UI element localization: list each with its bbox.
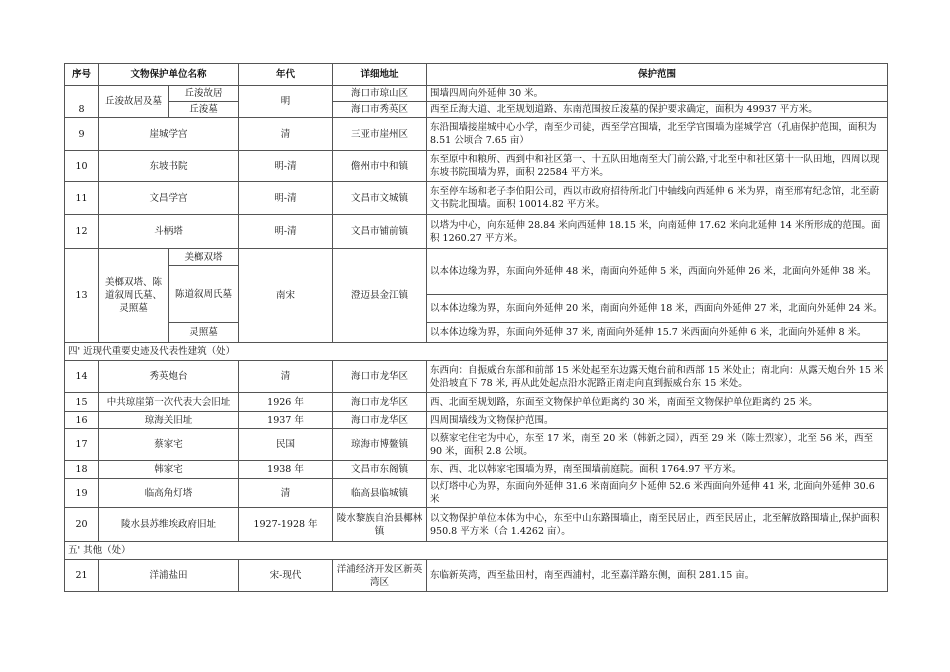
table-row bbox=[65, 86, 888, 102]
row-era: 南宋 bbox=[239, 249, 333, 343]
row-seq: 9 bbox=[65, 118, 99, 151]
row-address: 陵水黎族自治县椰林镇 bbox=[333, 508, 427, 542]
row-seq: 20 bbox=[65, 508, 99, 542]
row-seq: 19 bbox=[65, 479, 99, 508]
row-era: 1927-1928 年 bbox=[239, 508, 333, 542]
table-row bbox=[65, 479, 888, 508]
row-sub-name: 灵照墓 bbox=[169, 323, 239, 343]
row-seq: 13 bbox=[65, 249, 99, 343]
row-seq: 14 bbox=[65, 361, 99, 393]
table-row bbox=[65, 102, 888, 118]
table-row bbox=[65, 429, 888, 461]
row-seq: 16 bbox=[65, 412, 99, 429]
row-era: 民国 bbox=[239, 429, 333, 461]
table-row bbox=[65, 393, 888, 412]
header-era: 年代 bbox=[239, 64, 333, 86]
table-row bbox=[65, 249, 888, 266]
row-scope: 以本体边缘为界，东面向外延伸 48 米，南面向外延伸 5 米，西面向外延伸 26 米，北面向外延伸 38 米。 bbox=[427, 249, 888, 295]
row-sub-name: 美榔双塔 bbox=[169, 249, 239, 266]
row-scope: 东、西、北以韩家宅围墙为界，南至围墙前庭院。面积 1764.97 平方米。 bbox=[427, 461, 888, 479]
row-scope: 东临新英湾，西至盐田村，南至西浦村，北至嘉洋路东侧，面积 281.15 亩。 bbox=[427, 560, 888, 592]
table-row bbox=[65, 560, 888, 592]
header-scope: 保护范围 bbox=[427, 64, 888, 86]
row-scope: 东西向：自振威台东部和前部 15 米处起至东边露天炮台前和西部 15 米处止；南北向：从露天炮台外 15 米处沿坡直下 78 米, 再从此处起点沿水泥路正南走向直到振威台东 15 米处。 bbox=[427, 361, 888, 393]
row-era: 明 bbox=[239, 86, 333, 118]
row-address: 文昌市东阁镇 bbox=[333, 461, 427, 479]
row-address: 三亚市崖州区 bbox=[333, 118, 427, 151]
row-scope: 东至原中和粮所、西到中和社区第一、十五队田地南至大门前公路,寸北至中和社区第十一队田地，四周以现东坡书院围墙为界，面积 22584 平方米。 bbox=[427, 151, 888, 182]
row-name: 文昌学宫 bbox=[99, 182, 239, 215]
row-scope: 西至丘海大道、北至规划道路、东南范围按丘浚墓的保护要求确定，面积为 49937 平方米。 bbox=[427, 102, 888, 118]
row-sub-name: 丘浚墓 bbox=[169, 102, 239, 118]
row-name: 东坡书院 bbox=[99, 151, 239, 182]
row-address: 海口市琼山区 bbox=[333, 86, 427, 102]
table-row bbox=[65, 323, 888, 343]
row-name: 临高角灯塔 bbox=[99, 479, 239, 508]
row-seq: 17 bbox=[65, 429, 99, 461]
row-scope: 以蔡家宅住宅为中心，东至 17 米，南至 20 米（韩新之园），西至 29 米（陈士烈家），北至 56 米，西至 90 米，面积 2.8 公顷。 bbox=[427, 429, 888, 461]
row-address: 儋州市中和镇 bbox=[333, 151, 427, 182]
row-seq: 12 bbox=[65, 215, 99, 249]
row-scope: 围墙四周向外延伸 30 米。 bbox=[427, 86, 888, 102]
row-address: 澄迈县金江镇 bbox=[333, 249, 427, 343]
row-name: 斗柄塔 bbox=[99, 215, 239, 249]
table-row bbox=[65, 182, 888, 215]
section-title: 四' 近现代重要史迹及代表性建筑（处） bbox=[65, 343, 888, 361]
table-header-row bbox=[65, 64, 888, 86]
row-name: 陵水县苏维埃政府旧址 bbox=[99, 508, 239, 542]
row-era: 明-清 bbox=[239, 182, 333, 215]
row-era: 明-清 bbox=[239, 215, 333, 249]
row-name: 琼海关旧址 bbox=[99, 412, 239, 429]
table-row bbox=[65, 215, 888, 249]
row-seq: 8 bbox=[65, 86, 99, 118]
row-name: 秀英炮台 bbox=[99, 361, 239, 393]
row-group-name: 美榔双塔、陈道叙周氏墓、灵照墓 bbox=[99, 249, 169, 343]
row-sub-name: 丘浚故居 bbox=[169, 86, 239, 102]
row-address: 洋浦经济开发区新英湾区 bbox=[333, 560, 427, 592]
section-row bbox=[65, 542, 888, 560]
row-name: 中共琼崖第一次代表大会旧址 bbox=[99, 393, 239, 412]
row-scope: 东沿围墙接崖城中心小学，南至少司徒，西至学宫围墙，北至学官围墙为崖城学宫（孔庙保护范围，面积为 8.51 公顷合 7.65 亩） bbox=[427, 118, 888, 151]
row-scope: 东至停车场和老子李伯阳公司，西以市政府招待所北门中轴线向西延伸 6 米为界，南至邢宥纪念馆，北至蔚文书院北围墙。面积 10014.82 平方米。 bbox=[427, 182, 888, 215]
row-address: 海口市龙华区 bbox=[333, 361, 427, 393]
row-name: 蔡家宅 bbox=[99, 429, 239, 461]
row-era: 宋-现代 bbox=[239, 560, 333, 592]
row-name: 韩家宅 bbox=[99, 461, 239, 479]
section-title: 五' 其他（处） bbox=[65, 542, 888, 560]
row-seq: 10 bbox=[65, 151, 99, 182]
row-address: 海口市龙华区 bbox=[333, 412, 427, 429]
row-era: 1938 年 bbox=[239, 461, 333, 479]
row-seq: 18 bbox=[65, 461, 99, 479]
row-name: 崖城学宫 bbox=[99, 118, 239, 151]
row-scope: 以本体边缘为界，东面向外延伸 20 米，南面向外延伸 18 米，西面向外延伸 27 米，北面向外延伸 24 米。 bbox=[427, 295, 888, 323]
row-scope: 以本体边缘为界，东面向外延伸 37 米, 南面向外延伸 15.7 米西面向外延伸 6 米，北面向外延伸 8 米。 bbox=[427, 323, 888, 343]
heritage-protection-table bbox=[64, 63, 888, 592]
row-scope: 四周围墙线为文物保护范围。 bbox=[427, 412, 888, 429]
row-scope: 西、北面至规划路，东面至文物保护单位距离约 30 米，南面至文物保护单位距离约 25 米。 bbox=[427, 393, 888, 412]
row-address: 海口市秀英区 bbox=[333, 102, 427, 118]
section-row bbox=[65, 343, 888, 361]
table-row bbox=[65, 461, 888, 479]
row-era: 明-清 bbox=[239, 151, 333, 182]
row-seq: 15 bbox=[65, 393, 99, 412]
row-scope: 以灯塔中心为界，东面向外延伸 31.6 米南面向夕卜延伸 52.6 米西面向外延伸 41 米, 北面向外延伸 30.6 米 bbox=[427, 479, 888, 508]
row-scope: 以塔为中心，向东延伸 28.84 米向西延伸 18.15 米，向南延伸 17.62 米向北延伸 14 米所形成的范围。面积 1260.27 平方米。 bbox=[427, 215, 888, 249]
row-address: 文昌市铺前镇 bbox=[333, 215, 427, 249]
row-seq: 21 bbox=[65, 560, 99, 592]
header-address: 详细地址 bbox=[333, 64, 427, 86]
row-sub-name: 陈道叙周氏墓 bbox=[169, 266, 239, 323]
heritage-table-page bbox=[64, 63, 887, 592]
header-seq: 序号 bbox=[65, 64, 99, 86]
row-address: 海口市龙华区 bbox=[333, 393, 427, 412]
row-seq: 11 bbox=[65, 182, 99, 215]
row-address: 琼海市博鳌镇 bbox=[333, 429, 427, 461]
row-era: 1926 年 bbox=[239, 393, 333, 412]
header-name: 文物保护单位名称 bbox=[99, 64, 239, 86]
table-row bbox=[65, 118, 888, 151]
row-name: 洋浦盐田 bbox=[99, 560, 239, 592]
table-row bbox=[65, 361, 888, 393]
row-group-name: 丘浚故居及墓 bbox=[99, 86, 169, 118]
row-era: 清 bbox=[239, 118, 333, 151]
row-scope: 以文物保护单位本体为中心，东至中山东路围墙止，南至民居止，西至民居止，北至解放路围墙止,保护面积 950.8 平方米（合 1.4262 亩）。 bbox=[427, 508, 888, 542]
row-address: 文昌市文城镇 bbox=[333, 182, 427, 215]
row-era: 清 bbox=[239, 479, 333, 508]
table-row bbox=[65, 151, 888, 182]
row-era: 1937 年 bbox=[239, 412, 333, 429]
row-address: 临高县临城镇 bbox=[333, 479, 427, 508]
table-row bbox=[65, 412, 888, 429]
row-era: 清 bbox=[239, 361, 333, 393]
table-row bbox=[65, 508, 888, 542]
